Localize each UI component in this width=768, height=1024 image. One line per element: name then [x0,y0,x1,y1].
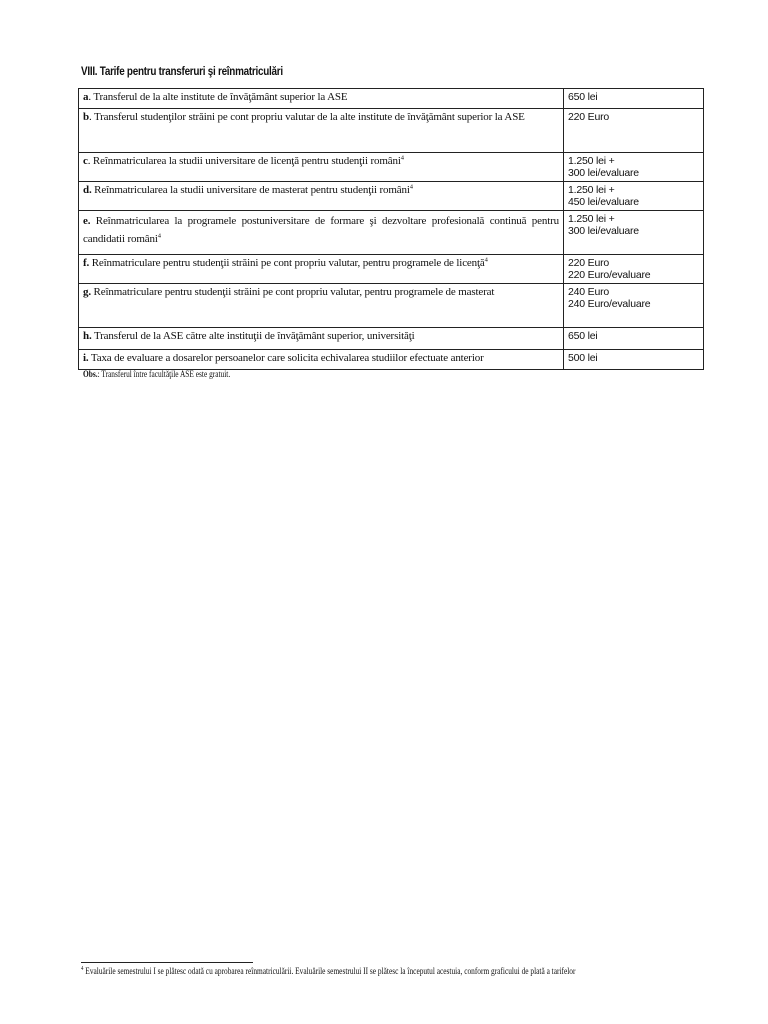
row-letter: i. [83,352,89,365]
price-line: 300 lei/evaluare [568,225,639,238]
row-description [79,109,564,153]
row-letter: g. [83,286,91,299]
row-price [564,109,704,153]
row-price [564,284,704,328]
table-row [79,182,704,211]
row-text: . Transferul studenţilor străini pe cont propriu valutar de la alte institute de învăţământ superior la ASE [88,111,525,123]
footnote-text: Evaluările semestrului I se plătesc odată cu aprobarea reînmatriculării. Evaluările semestrului II se plătesc la începutul acestuia, conform graficului de plată a tarifelor [83,966,576,976]
price-line: 240 Euro/evaluare [568,298,651,311]
table-row [79,255,704,284]
row-text: . Reînmatricularea la studii universitare de licenţă pentru studenţii români [87,155,401,167]
row-letter: a [83,91,89,103]
price-line: 1.250 lei + [568,213,615,226]
row-text: Reînmatricularea la programele postuniversitare de formare şi dezvoltare profesională continuă pentru candidatii români [83,215,559,245]
row-letter: e. [83,215,91,228]
row-text: Reînmatricularea la studii universitare de masterat pentru studenţii români [91,184,410,197]
footnote-ref: 4 [484,256,488,264]
observation-note [83,369,230,379]
footnote-divider [81,962,253,963]
row-description [79,284,564,328]
observation-text: : Transferul între facultăţile ASE este gratuit. [97,369,231,379]
price-line: 450 lei/evaluare [568,196,639,209]
price-line: 500 lei [568,352,598,365]
row-text: Reînmatriculare pentru studenţii străini pe cont propriu valutar, pentru programele de licenţă [89,257,485,270]
row-description [79,328,564,350]
footnote-ref: 4 [157,232,161,240]
observation-label: Obs. [83,369,98,379]
row-letter: h. [83,330,92,343]
table-row [79,350,704,370]
footnote-mark: 4 [81,966,84,972]
row-letter: d. [83,184,92,197]
footnote-ref: 4 [409,183,413,191]
footnote-ref: 4 [400,154,404,162]
row-letter: f. [83,257,90,270]
row-price [564,211,704,255]
table-row [79,211,704,255]
price-line: 220 Euro [568,111,610,123]
table-row [79,153,704,182]
row-price [564,153,704,182]
row-price [564,255,704,284]
row-description [79,182,564,211]
row-price [564,89,704,109]
price-line: 650 lei [568,330,598,343]
row-text: Taxa de evaluare a dosarelor persoanelor care solicita echivalarea studiilor efectuate anterior [88,352,484,365]
row-description [79,153,564,182]
row-description [79,350,564,370]
section-title: VIII. Tarife pentru transferuri şi reînmatriculări [81,66,283,78]
table-row [79,89,704,109]
row-price [564,182,704,211]
row-text: Transferul de la ASE către alte instituţii de învăţământ superior, universităţi [91,330,415,343]
price-line: 220 Euro/evaluare [568,269,651,282]
row-price [564,328,704,350]
row-description [79,255,564,284]
table-row [79,284,704,328]
table-row [79,328,704,350]
price-line: 220 Euro [568,257,610,270]
row-letter: c [83,155,88,167]
price-line: 300 lei/evaluare [568,167,639,180]
price-line: 1.250 lei + [568,184,615,197]
footnote [81,966,688,977]
row-description [79,89,564,109]
row-description [79,211,564,255]
price-line: 240 Euro [568,286,610,299]
price-line: 1.250 lei + [568,155,615,167]
row-text: Reînmatriculare pentru studenţii străini pe cont propriu valutar, pentru programele de masterat [90,286,495,299]
tariffs-table [78,88,704,370]
table-row [79,109,704,153]
row-price [564,350,704,370]
price-line: 650 lei [568,91,598,103]
row-text: . Transferul de la alte institute de învăţământ superior la ASE [88,91,348,103]
row-letter: b [83,111,89,123]
